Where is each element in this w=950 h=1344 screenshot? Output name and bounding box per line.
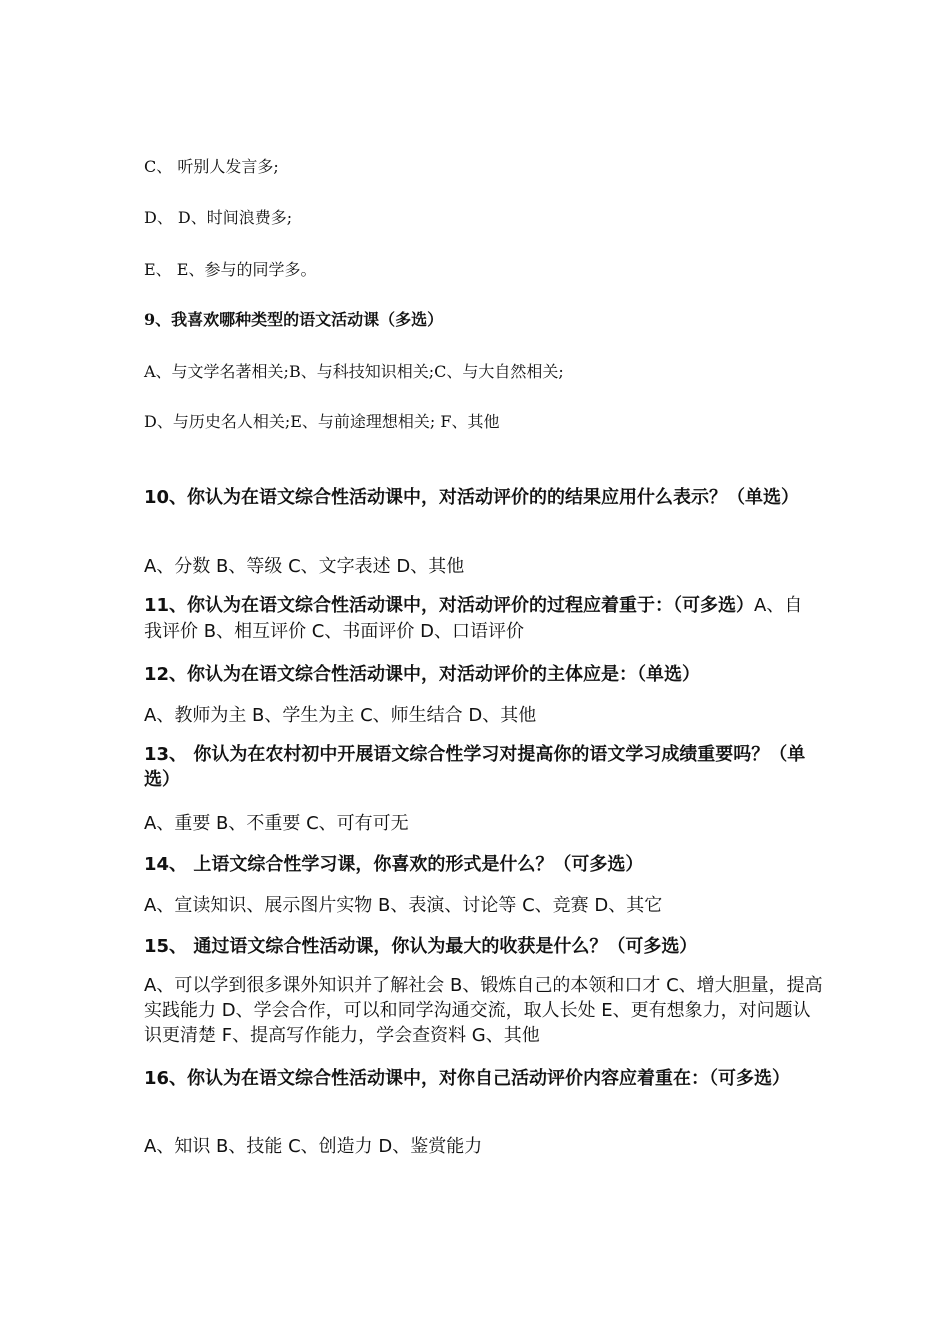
q12-options: A、教师为主 B、学生为主 C、师生结合 D、其他 [144, 705, 537, 726]
q11-block [144, 593, 816, 645]
q9-options-line1: A、与文学名著相关;B、与科技知识相关;C、与大自然相关; [144, 362, 564, 381]
q9-title: 9、我喜欢哪种类型的语文活动课（多选） [144, 310, 444, 329]
q15-options: A、可以学到很多课外知识并了解社会 B、锻炼自己的本领和口才 C、增大胆量，提高实践能力 D、学会合作，可以和同学沟通交流，取人长处 E、更有想象力，对问题认识更清楚 F、提高写作能力，学会查资料 G、其他 [144, 975, 823, 1046]
q15-title: 15、 通过语文综合性活动课，你认为最大的收获是什么？（可多选） [144, 936, 698, 957]
q16-options: A、知识 B、技能 C、创造力 D、鉴赏能力 [144, 1136, 483, 1157]
q10-options: A、分数 B、等级 C、文字表述 D、其他 [144, 556, 465, 577]
q8-option-c: C、 听别人发言多; [144, 157, 279, 176]
q11-options: A、自我评价 B、相互评价 C、书面评价 D、口语评价 [144, 595, 803, 642]
q16-title: 16、你认为在语文综合性活动课中，对你自己活动评价内容应着重在：（可多选） [144, 1068, 791, 1089]
q14-options: A、宣读知识、展示图片实物 B、表演、讨论等 C、竞赛 D、其它 [144, 895, 663, 916]
q12-title: 12、你认为在语文综合性活动课中，对活动评价的主体应是：（单选） [144, 664, 701, 685]
q10-title: 10、你认为在语文综合性活动课中，对活动评价的的结果应用什么表示？（单选） [144, 487, 800, 508]
q14-title: 14、 上语文综合性学习课，你喜欢的形式是什么？（可多选） [144, 854, 644, 875]
q13-options: A、重要 B、不重要 C、可有可无 [144, 813, 409, 834]
q9-options-line2: D、与历史名人相关;E、与前途理想相关; F、其他 [144, 412, 500, 431]
q11-title: 11、你认为在语文综合性活动课中，对活动评价的过程应着重于：（可多选） [144, 595, 755, 616]
q13-title: 13、 你认为在农村初中开展语文综合性学习对提高你的语文学习成绩重要吗？（单选） [144, 744, 806, 790]
q8-option-e: E、 E、参与的同学多。 [144, 260, 317, 279]
q8-option-d: D、 D、时间浪费多; [144, 208, 293, 227]
